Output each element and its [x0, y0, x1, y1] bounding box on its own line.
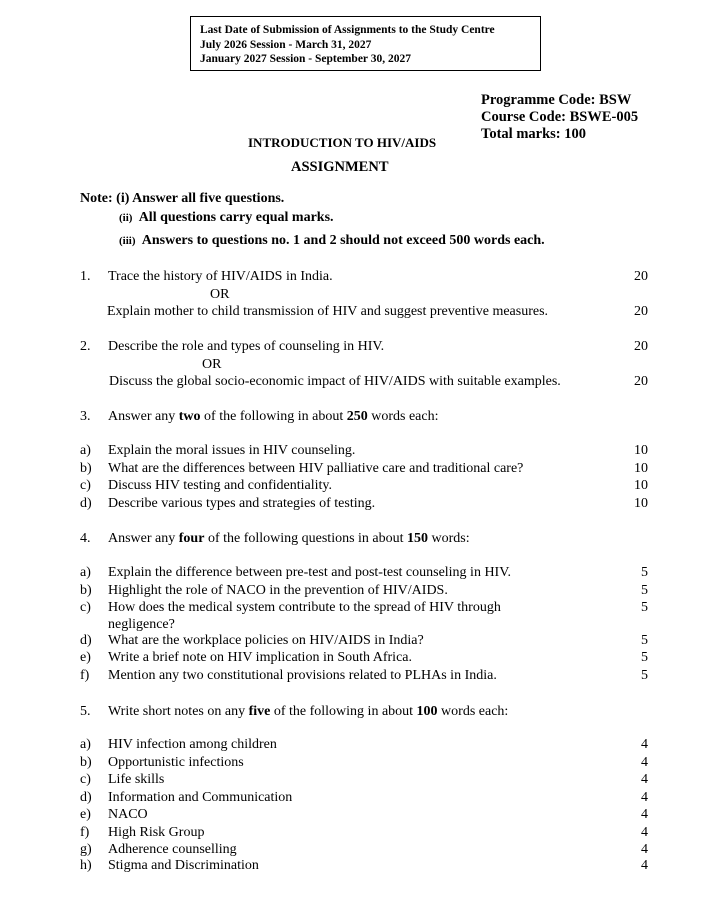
course-codes	[481, 92, 638, 143]
total-marks: Total marks: 100	[481, 126, 586, 142]
q4-item-text: What are the workplace policies on HIV/AIDS in India?	[108, 633, 424, 648]
q4-item-text: Write a brief note on HIV implication in South Africa.	[108, 650, 412, 665]
q5-item-text: Stigma and Discrimination	[108, 858, 259, 873]
q2-option-a-marks: 20	[634, 339, 648, 354]
q4-item-letter: a)	[80, 565, 91, 580]
submission-box-line1: July 2026 Session - March 31, 2027	[200, 39, 372, 51]
q5-item-marks: 4	[641, 790, 648, 805]
q3-item-text: What are the differences between HIV palliative care and traditional care?	[108, 461, 524, 476]
note-line-3	[119, 233, 545, 249]
q3-item-letter: c)	[80, 478, 91, 493]
q5-item-letter: f)	[80, 825, 90, 840]
q5-item-letter: g)	[80, 842, 92, 857]
q4-instruction-post: words:	[428, 531, 470, 546]
course-code: Course Code: BSWE-005	[481, 109, 639, 125]
note-label: Note:	[80, 191, 113, 206]
submission-box-line2: January 2027 Session - September 30, 2027	[200, 53, 411, 65]
q4-item-marks: 5	[641, 583, 648, 598]
note-line-2	[119, 210, 334, 226]
q5-item-marks: 4	[641, 772, 648, 787]
q4-instruction-mid: of the following questions in about	[204, 531, 408, 546]
q3-item-marks: 10	[634, 496, 648, 511]
q4-item-marks: 5	[641, 633, 648, 648]
q3-item-marks: 10	[634, 478, 648, 493]
q5-item-marks: 4	[641, 807, 648, 822]
q5-instruction-count: five	[248, 704, 271, 719]
q1-or: OR	[210, 287, 230, 302]
q5-item-marks: 4	[641, 825, 648, 840]
q5-item-text: HIV infection among children	[108, 737, 277, 752]
q5-item-text: Information and Communication	[108, 790, 293, 805]
q4-item-letter: d)	[80, 633, 92, 648]
q3-item-letter: a)	[80, 443, 91, 458]
q5-item-marks: 4	[641, 737, 648, 752]
q5-item-letter: e)	[80, 807, 91, 822]
q5-item-text: Life skills	[108, 772, 165, 787]
q3-instruction-words: 250	[346, 409, 368, 424]
submission-box-title: Last Date of Submission of Assignments to the Study Centre	[200, 24, 495, 36]
note-i-num: (i)	[116, 191, 130, 206]
q4-instruction	[108, 531, 470, 547]
q4-item-marks: 5	[641, 600, 648, 615]
q3-item-letter: b)	[80, 461, 92, 476]
q5-item-letter: a)	[80, 737, 91, 752]
q4-instruction-words: 150	[407, 531, 429, 546]
q3-item-letter: d)	[80, 496, 92, 511]
q4-instruction-pre: Answer any	[108, 531, 179, 546]
note-line-1	[80, 191, 284, 207]
q3-item-text: Discuss HIV testing and confidentiality.	[108, 478, 332, 493]
q4-item-letter: b)	[80, 583, 92, 598]
q3-item-text: Describe various types and strategies of testing.	[108, 496, 376, 511]
q5-item-letter: c)	[80, 772, 91, 787]
assignment-heading: ASSIGNMENT	[291, 159, 389, 175]
q1-option-a-marks: 20	[634, 269, 648, 284]
note-iii-text: Answers to questions no. 1 and 2 should not exceed 500 words each.	[141, 233, 545, 248]
q5-instruction-mid: of the following in about	[270, 704, 417, 719]
q2-option-b: Discuss the global socio-economic impact of HIV/AIDS with suitable examples.	[109, 374, 561, 389]
q3-instruction	[108, 409, 439, 425]
q4-item-marks: 5	[641, 668, 648, 683]
q5-item-marks: 4	[641, 858, 648, 873]
q3-number: 3.	[80, 409, 91, 424]
page-title: INTRODUCTION TO HIV/AIDS	[248, 135, 437, 150]
q1-option-b-marks: 20	[634, 304, 648, 319]
q5-item-text: Adherence counselling	[108, 842, 237, 857]
q4-item-text-continued: negligence?	[108, 617, 175, 632]
programme-code: Programme Code: BSW	[481, 92, 632, 108]
q4-item-marks: 5	[641, 565, 648, 580]
q1-number: 1.	[80, 269, 91, 284]
q1-option-a: Trace the history of HIV/AIDS in India.	[108, 269, 333, 284]
q5-item-marks: 4	[641, 842, 648, 857]
q4-instruction-count: four	[178, 531, 205, 546]
q4-item-text: Highlight the role of NACO in the prevention of HIV/AIDS.	[108, 583, 448, 598]
q3-instruction-mid: of the following in about	[200, 409, 347, 424]
q5-item-text: Opportunistic infections	[108, 755, 244, 770]
q4-item-text: How does the medical system contribute to the spread of HIV through	[108, 600, 501, 615]
q5-instruction-pre: Write short notes on any	[108, 704, 249, 719]
note-ii-text: All questions carry equal marks.	[138, 210, 334, 225]
q3-instruction-pre: Answer any	[108, 409, 179, 424]
q3-item-text: Explain the moral issues in HIV counseling.	[108, 443, 356, 458]
note-i-text: Answer all five questions.	[132, 191, 285, 206]
note-iii-num: (iii)	[119, 235, 136, 247]
q4-item-marks: 5	[641, 650, 648, 665]
q5-item-letter: b)	[80, 755, 92, 770]
q5-item-text: NACO	[108, 807, 148, 822]
q4-number: 4.	[80, 531, 91, 546]
q3-instruction-post: words each:	[367, 409, 439, 424]
q4-item-text: Mention any two constitutional provisions related to PLHAs in India.	[108, 668, 497, 683]
q5-instruction-post: words each:	[437, 704, 509, 719]
note-ii-num: (ii)	[119, 212, 133, 224]
q5-item-letter: h)	[80, 858, 92, 873]
q5-number: 5.	[80, 704, 91, 719]
q2-option-a: Describe the role and types of counseling in HIV.	[108, 339, 385, 354]
q5-item-marks: 4	[641, 755, 648, 770]
q3-item-marks: 10	[634, 443, 648, 458]
submission-box	[190, 16, 541, 71]
q4-item-letter: e)	[80, 650, 91, 665]
q2-number: 2.	[80, 339, 91, 354]
q3-instruction-count: two	[178, 409, 201, 424]
q3-item-marks: 10	[634, 461, 648, 476]
q2-option-b-marks: 20	[634, 374, 648, 389]
q4-item-letter: c)	[80, 600, 91, 615]
q5-instruction-words: 100	[416, 704, 438, 719]
q5-item-text: High Risk Group	[108, 825, 205, 840]
q4-item-letter: f)	[80, 668, 90, 683]
q5-item-letter: d)	[80, 790, 92, 805]
q5-instruction	[108, 704, 508, 720]
q2-or: OR	[202, 357, 222, 372]
q1-option-b: Explain mother to child transmission of HIV and suggest preventive measures.	[107, 304, 549, 319]
q4-item-text: Explain the difference between pre-test and post-test counseling in HIV.	[108, 565, 512, 580]
